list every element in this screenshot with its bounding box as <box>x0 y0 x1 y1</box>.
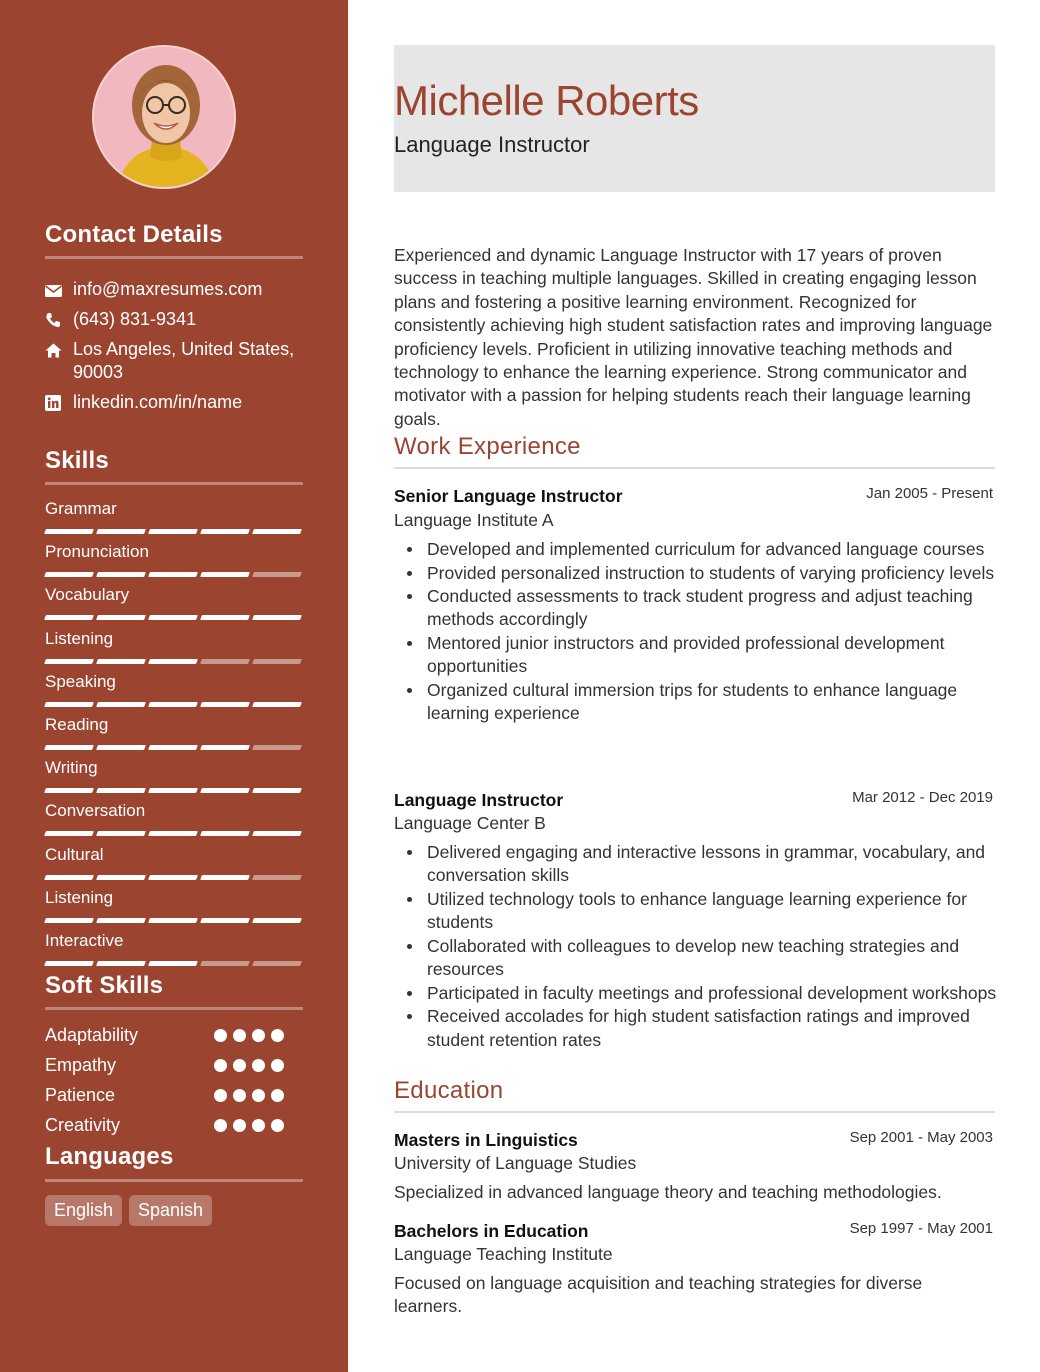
skill-level-segment <box>200 702 250 707</box>
rating-dot <box>214 1029 227 1042</box>
rating-dot <box>252 1029 265 1042</box>
skill-level-segment <box>148 615 198 620</box>
skill-level-segment <box>44 659 94 664</box>
rating-dot <box>233 1089 246 1102</box>
skills-rule <box>45 482 303 485</box>
skill-level-segment <box>252 875 302 880</box>
contact-address <box>45 338 305 384</box>
edu-date-1: Sep 2001 - May 2003 <box>849 1129 993 1146</box>
skill-level-segment <box>44 615 94 620</box>
skill-level-segment <box>44 918 94 923</box>
rating-dot <box>233 1029 246 1042</box>
skill-level-segment <box>200 615 250 620</box>
job-2-bullet: Delivered engaging and interactive lessons in grammar, vocabulary, and conversation skills <box>427 841 997 888</box>
contact-rule <box>45 256 303 259</box>
skill-label: Interactive <box>45 931 124 950</box>
skill-level-segment <box>200 745 250 750</box>
skill-level-segment <box>252 659 302 664</box>
skill-level-segment <box>200 572 250 577</box>
skill-level-segment <box>200 875 250 880</box>
skill-level-segment <box>148 875 198 880</box>
work-rule <box>394 467 995 469</box>
soft-skill-label: Creativity <box>45 1115 121 1135</box>
skill-level-segment <box>96 788 146 793</box>
edu-degree-2: Bachelors in Education <box>394 1221 589 1241</box>
envelope-icon <box>45 278 73 304</box>
linkedin-icon <box>45 391 73 417</box>
avatar <box>92 45 236 189</box>
rating-dot <box>252 1089 265 1102</box>
rating-dot <box>252 1059 265 1072</box>
skill-level-segment <box>252 745 302 750</box>
skill-level-segment <box>252 961 302 966</box>
skill-level-bar <box>45 831 301 836</box>
soft-skill-label: Empathy <box>45 1055 117 1075</box>
job-2-bullet: Collaborated with colleagues to develop new teaching strategies and resources <box>427 935 997 982</box>
job-2-bullet: Received accolades for high student satisfaction ratings and improved student retention rates <box>427 1005 997 1052</box>
skill-label: Speaking <box>45 672 116 691</box>
education-rule <box>394 1111 995 1113</box>
skill-level-segment <box>200 918 250 923</box>
edu-school-1: University of Language Studies <box>394 1153 637 1173</box>
language-chip-spanish: Spanish <box>129 1195 212 1226</box>
job-1-bullet: Developed and implemented curriculum for advanced language courses <box>427 538 997 561</box>
skills-heading: Skills <box>45 447 109 474</box>
skill-level-segment <box>44 745 94 750</box>
sidebar <box>0 0 348 1372</box>
soft-skill-dots <box>214 1059 284 1072</box>
skill-level-segment <box>200 529 250 534</box>
job-title-2: Language Instructor <box>394 790 564 810</box>
skill-level-segment <box>148 788 198 793</box>
skill-level-bar <box>45 961 301 966</box>
contact-phone[interactable] <box>45 308 305 334</box>
home-icon <box>45 338 73 364</box>
skill-level-bar <box>45 702 301 707</box>
rating-dot <box>271 1089 284 1102</box>
contact-heading: Contact Details <box>45 221 223 248</box>
job-date-2: Mar 2012 - Dec 2019 <box>852 789 993 806</box>
skill-label: Writing <box>45 758 98 777</box>
skill-label: Pronunciation <box>45 542 149 561</box>
job-org-1: Language Institute A <box>394 510 554 530</box>
skill-level-bar <box>45 615 301 620</box>
skill-label: Listening <box>45 888 114 907</box>
skill-level-segment <box>96 918 146 923</box>
skill-level-segment <box>252 615 302 620</box>
skill-level-segment <box>96 875 146 880</box>
skill-level-bar <box>45 918 301 923</box>
skill-level-segment <box>148 961 198 966</box>
job-date-1: Jan 2005 - Present <box>866 485 993 502</box>
candidate-name: Michelle Roberts <box>394 77 699 124</box>
skill-level-segment <box>96 529 146 534</box>
skill-level-segment <box>44 788 94 793</box>
rating-dot <box>214 1119 227 1132</box>
skill-level-segment <box>44 831 94 836</box>
job-1-bullet: Organized cultural immersion trips for students to enhance language learning experience <box>427 679 997 726</box>
skill-level-segment <box>44 529 94 534</box>
skill-level-bar <box>45 875 301 880</box>
job-bullets-1 <box>427 538 997 726</box>
job-bullets-2 <box>427 841 997 1052</box>
soft-skills-rule <box>45 1007 303 1010</box>
skill-level-segment <box>148 572 198 577</box>
skill-level-segment <box>96 659 146 664</box>
edu-desc-1: Specialized in advanced language theory and teaching methodologies. <box>394 1182 942 1202</box>
skill-level-segment <box>252 529 302 534</box>
edu-date-2: Sep 1997 - May 2001 <box>849 1220 993 1237</box>
skill-level-segment <box>200 788 250 793</box>
skill-level-segment <box>96 831 146 836</box>
contact-email[interactable] <box>45 278 305 304</box>
summary-text: Experienced and dynamic Language Instructor with 17 years of proven success in teaching multiple languages. Skilled in creating engaging lesson plans and fostering a positive learning environment. Recognized for consistently achieving high student satisfaction rates and improving language proficiency levels. Proficient in utilizing innovative teaching methods and technology to enhance the learning experience. Strong communicator and motivator with a passion for helping students reach their language learning goals. <box>394 245 993 429</box>
skill-label: Conversation <box>45 801 146 820</box>
rating-dot <box>214 1059 227 1072</box>
skill-level-segment <box>200 831 250 836</box>
contact-linkedin[interactable] <box>45 391 305 417</box>
edu-school-2: Language Teaching Institute <box>394 1244 613 1264</box>
rating-dot <box>214 1089 227 1102</box>
skill-level-segment <box>44 572 94 577</box>
skill-level-segment <box>252 831 302 836</box>
skill-level-segment <box>96 615 146 620</box>
language-chip-english: English <box>45 1195 122 1226</box>
soft-skill-label: Adaptability <box>45 1025 139 1045</box>
skill-level-bar <box>45 529 301 534</box>
education-heading: Education <box>394 1077 504 1104</box>
soft-skills-heading: Soft Skills <box>45 972 164 999</box>
job-1-bullet: Mentored junior instructors and provided professional development opportunities <box>427 632 997 679</box>
skill-level-segment <box>200 961 250 966</box>
skill-label: Vocabulary <box>45 585 130 604</box>
skill-level-bar <box>45 745 301 750</box>
skill-level-bar <box>45 788 301 793</box>
skill-level-segment <box>96 702 146 707</box>
skill-label: Reading <box>45 715 109 734</box>
candidate-title: Language Instructor <box>394 132 590 157</box>
skill-level-segment <box>44 702 94 707</box>
job-title-1: Senior Language Instructor <box>394 486 623 506</box>
contact-email-text: info@maxresumes.com <box>73 279 263 299</box>
languages-rule <box>45 1179 303 1182</box>
skill-level-segment <box>252 702 302 707</box>
skill-label: Listening <box>45 629 114 648</box>
skill-level-segment <box>96 961 146 966</box>
phone-icon <box>45 308 73 334</box>
job-2-bullet: Utilized technology tools to enhance language learning experience for students <box>427 888 997 935</box>
skill-level-bar <box>45 659 301 664</box>
skill-level-segment <box>96 572 146 577</box>
rating-dot <box>252 1119 265 1132</box>
contact-phone-text: (643) 831-9341 <box>73 309 197 329</box>
skill-label: Grammar <box>45 499 117 518</box>
skill-level-bar <box>45 572 301 577</box>
portrait-image <box>94 47 236 189</box>
skill-level-segment <box>148 702 198 707</box>
rating-dot <box>233 1119 246 1132</box>
soft-skill-dots <box>214 1029 284 1042</box>
job-1-bullet: Conducted assessments to track student progress and adjust teaching methods accordingly <box>427 585 997 632</box>
skill-label: Cultural <box>45 845 104 864</box>
soft-skill-dots <box>214 1119 284 1132</box>
skill-level-segment <box>148 831 198 836</box>
skill-level-segment <box>148 529 198 534</box>
job-2-bullet: Participated in faculty meetings and professional development workshops <box>427 982 997 1005</box>
contact-linkedin-text: linkedin.com/in/name <box>73 392 243 412</box>
skill-level-segment <box>252 918 302 923</box>
skill-level-segment <box>148 659 198 664</box>
skill-level-segment <box>252 788 302 793</box>
job-org-2: Language Center B <box>394 813 546 833</box>
languages-heading: Languages <box>45 1143 174 1170</box>
rating-dot <box>271 1029 284 1042</box>
skill-level-segment <box>44 875 94 880</box>
skill-level-segment <box>148 918 198 923</box>
rating-dot <box>233 1059 246 1072</box>
skill-level-segment <box>148 745 198 750</box>
contact-address-text: Los Angeles, United States, 90003 <box>73 339 295 382</box>
edu-desc-2: Focused on language acquisition and teaching strategies for diverse learners. <box>394 1273 923 1317</box>
skill-level-segment <box>200 659 250 664</box>
skill-level-segment <box>252 572 302 577</box>
skill-level-segment <box>96 745 146 750</box>
soft-skill-label: Patience <box>45 1085 116 1105</box>
job-1-bullet: Provided personalized instruction to students of varying proficiency levels <box>427 562 997 585</box>
edu-degree-1: Masters in Linguistics <box>394 1130 578 1150</box>
soft-skill-dots <box>214 1089 284 1102</box>
skill-level-segment <box>44 961 94 966</box>
rating-dot <box>271 1059 284 1072</box>
work-heading: Work Experience <box>394 433 581 460</box>
rating-dot <box>271 1119 284 1132</box>
